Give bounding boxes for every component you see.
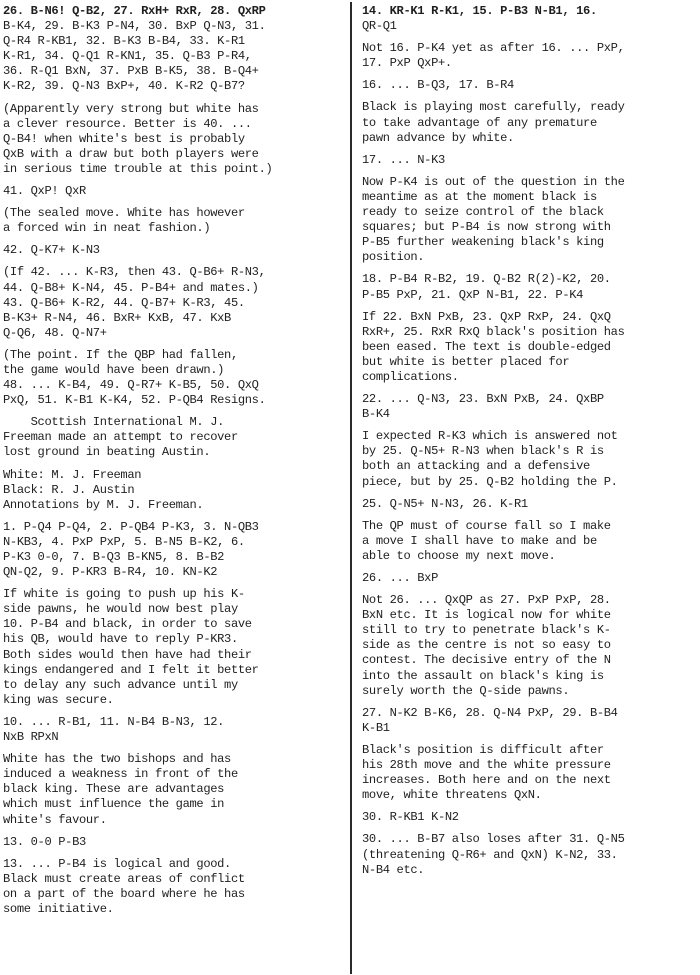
move-line — [362, 497, 696, 512]
paragraph-gap — [362, 586, 696, 593]
paragraph-text: 16. ... B-Q3, 17. B-R4 — [362, 78, 514, 93]
game-header — [3, 468, 342, 513]
move-line — [362, 153, 696, 168]
paragraph-gap — [362, 385, 696, 392]
paragraph-text: Black's position is difficult after his 28th move and the white pressure increases. Both here and on the next move, white threatens QxN. — [362, 742, 611, 803]
move-line — [362, 272, 696, 302]
paragraph-gap — [362, 422, 696, 429]
paragraph-gap — [3, 580, 342, 587]
paragraph-text: 26. ... BxP — [362, 571, 438, 585]
paragraph-text: If 22. BxN PxB, 23. QxP RxP, 24. QxQ RxR+, 25. RxR RxQ black's position has been eased. The text is double-edged but white is better placed for complications. — [362, 309, 625, 384]
annotation-paragraph — [362, 175, 696, 266]
annotation-paragraph — [3, 857, 342, 917]
paragraph-text: The QP must of course fall so I make a move I shall have to make and be able to choose my next move. — [362, 518, 611, 563]
left-column — [3, 4, 342, 917]
move-line — [362, 810, 696, 825]
paragraph-gap — [3, 95, 342, 102]
paragraph-gap — [362, 93, 696, 100]
column-divider — [350, 2, 352, 974]
paragraph-gap — [3, 199, 342, 206]
paragraph-text: White has the two bishops and has induced a weakness in front of the black king. These are advantages which must influence the game in white's favour. — [3, 752, 238, 827]
paragraph-gap — [362, 265, 696, 272]
annotation-paragraph — [3, 206, 342, 236]
move-line — [362, 571, 696, 586]
move-line — [3, 4, 342, 95]
paragraph-text: (If 42. ... K-R3, then 43. Q-B6+ R-N3, 44. Q-B8+ K-N4, 45. P-B4+ and mates.) 43. Q-B6+ K-R2, 44. Q-B7+ K-R3, 45. B-K3+ R-N4, 46. BxR+ KxB, 47. KxB Q-Q6, 48. Q-N7+ — [3, 265, 266, 340]
paragraph-gap — [362, 168, 696, 175]
paragraph-text: 13. ... P-B4 is logical and good. Black must create areas of conflict on a part of the board where he has some initiative. — [3, 856, 245, 916]
bold-move-lead: 26. B-N6! Q-B2, 27. RxH+ RxR, 28. QxRP — [3, 4, 266, 18]
paragraph-gap — [3, 513, 342, 520]
paragraph-gap — [362, 512, 696, 519]
annotation-paragraph — [362, 519, 696, 564]
paragraph-gap — [362, 303, 696, 310]
annotation-paragraph — [3, 265, 342, 340]
paragraph-text: 13. 0-0 P-B3 — [3, 834, 86, 849]
paragraph-gap — [362, 803, 696, 810]
paragraph-text: 1. P-Q4 P-Q4, 2. P-QB4 P-K3, 3. N-QB3 N-KB3, 4. PxP PxP, 5. B-N5 B-K2, 6. P-K3 0-0, 7. B-Q3 B-KN5, 8. B-B2 QN-Q2, 9. P-KR3 B-R4, 10. KN-K2 — [3, 519, 259, 580]
annotation-paragraph — [362, 832, 696, 877]
intro-paragraph — [3, 415, 342, 460]
annotation-paragraph — [3, 348, 342, 408]
paragraph-text: 41. QxP! QxR — [3, 184, 86, 199]
annotation-paragraph — [362, 310, 696, 385]
annotation-paragraph — [3, 752, 342, 827]
paragraph-gap — [3, 341, 342, 348]
paragraph-gap — [362, 71, 696, 78]
paragraph-text: 30. ... B-B7 also loses after 31. Q-N5 (threatening Q-R6+ and QxN) K-N2, 33. N-B4 etc. — [362, 832, 625, 877]
paragraph-text: 27. N-K2 B-K6, 28. Q-N4 PxP, 29. B-B4 K-B1 — [362, 705, 618, 735]
move-line — [3, 243, 342, 258]
annotation-paragraph — [362, 593, 696, 699]
paragraph-text: (The point. If the QBP had fallen, the game would have been drawn.) 48. ... K-B4, 49. Q-R7+ K-B5, 50. QxQ PxQ, 51. K-B1 K-K4, 52. P-QB4 Resigns. — [3, 347, 266, 408]
paragraph-text: Now P-K4 is out of the question in the meantime as at the moment black is ready to seize control of the black squares; but P-B4 is now strong with P-B5 further weakening black's king position. — [362, 174, 625, 265]
paragraph-text: B-K4, 29. B-K3 P-N4, 30. BxP Q-N3, 31. Q-R4 R-KB1, 32. B-K3 B-B4, 33. K-R1 K-R1, 34. Q-Q1 R-KN1, 35. Q-B3 P-R4, 36. R-Q1 BxN, 37. PxB B-K5, 38. B-Q4+ K-R2, 39. Q-N3 BxP+, 40. K-R2 Q-B7? — [3, 19, 266, 94]
move-line — [362, 706, 696, 736]
paragraph-gap — [362, 736, 696, 743]
paragraph-gap — [3, 177, 342, 184]
paragraph-text: Black is playing most carefully, ready to take advantage of any premature pawn advance by white. — [362, 100, 625, 145]
paragraph-gap — [3, 708, 342, 715]
paragraph-text: White: M. J. Freeman Black: R. J. Austin Annotations by M. J. Freeman. — [3, 467, 204, 512]
annotation-paragraph — [362, 429, 696, 489]
paragraph-gap — [3, 745, 342, 752]
annotation-paragraph — [362, 100, 696, 145]
paragraph-text: Not 26. ... QxQP as 27. PxP PxP, 28. BxN etc. It is logical now for white still to try to penetrate black's K- side as the centre is not so easy to contest. The decisive entry of the N into the assault on black's king is surely worth the Q-side pawns. — [362, 593, 611, 698]
bold-move-lead: 14. KR-K1 R-K1, 15. P-B3 N-B1, 16. — [362, 4, 597, 18]
paragraph-text: 42. Q-K7+ K-N3 — [3, 243, 100, 258]
annotation-paragraph — [3, 102, 342, 177]
paragraph-gap — [362, 564, 696, 571]
paragraph-gap — [3, 461, 342, 468]
paragraph-gap — [362, 699, 696, 706]
paragraph-gap — [362, 146, 696, 153]
paragraph-gap — [3, 408, 342, 415]
paragraph-text: 18. P-B4 R-B2, 19. Q-B2 R(2)-K2, 20. P-B5 PxP, 21. QxP N-B1, 22. P-K4 — [362, 272, 611, 302]
move-line — [362, 392, 696, 422]
paragraph-gap — [3, 850, 342, 857]
move-line — [3, 835, 342, 850]
paragraph-gap — [3, 258, 342, 265]
paragraph-gap — [362, 490, 696, 497]
move-line — [3, 184, 342, 199]
paragraph-text: QR-Q1 — [362, 19, 397, 34]
move-line — [362, 78, 696, 93]
paragraph-gap — [3, 828, 342, 835]
paragraph-text: Scottish International M. J. Freeman made an attempt to recover lost ground in beating Austin. — [3, 415, 238, 460]
paragraph-text: I expected R-K3 which is answered not by 25. Q-N5+ R-N3 when black's R is both an attacking and a defensive piece, but by 25. Q-B2 holding the P. — [362, 429, 618, 489]
annotation-paragraph — [362, 743, 696, 803]
paragraph-gap — [362, 825, 696, 832]
paragraph-text: 10. ... R-B1, 11. N-B4 B-N3, 12. NxB RPxN — [3, 714, 225, 745]
paragraph-text: (Apparently very strong but white has a clever resource. Better is 40. ... Q-B4! when white's best is probably QxB with a draw but both players were in serious time trouble at this point.) — [3, 101, 273, 176]
move-line — [3, 715, 342, 745]
annotation-paragraph — [3, 587, 342, 708]
left-column-body — [3, 4, 342, 917]
paragraph-text: 22. ... Q-N3, 23. BxN PxB, 24. QxBP B-K4 — [362, 392, 604, 422]
paragraph-text: Not 16. P-K4 yet as after 16. ... PxP, 17. PxP QxP+. — [362, 41, 625, 71]
move-line — [362, 4, 696, 34]
paragraph-text: 25. Q-N5+ N-N3, 26. K-R1 — [362, 496, 528, 511]
right-column — [362, 4, 696, 878]
paragraph-gap — [3, 236, 342, 243]
annotation-paragraph — [362, 41, 696, 71]
paragraph-gap — [362, 34, 696, 41]
right-column-body — [362, 4, 696, 878]
paragraph-text: 30. R-KB1 K-N2 — [362, 810, 459, 825]
paragraph-text: 17. ... N-K3 — [362, 152, 445, 167]
paragraph-text: If white is going to push up his K- side pawns, he would now best play 10. P-B4 and black, in order to save his QB, would have to reply P-KR3. Both sides would then have had their kings endangered and I felt it better to delay any such advance until my king was secure. — [3, 587, 259, 707]
move-line — [3, 520, 342, 580]
paragraph-text: (The sealed move. White has however a forced win in neat fashion.) — [3, 206, 245, 236]
